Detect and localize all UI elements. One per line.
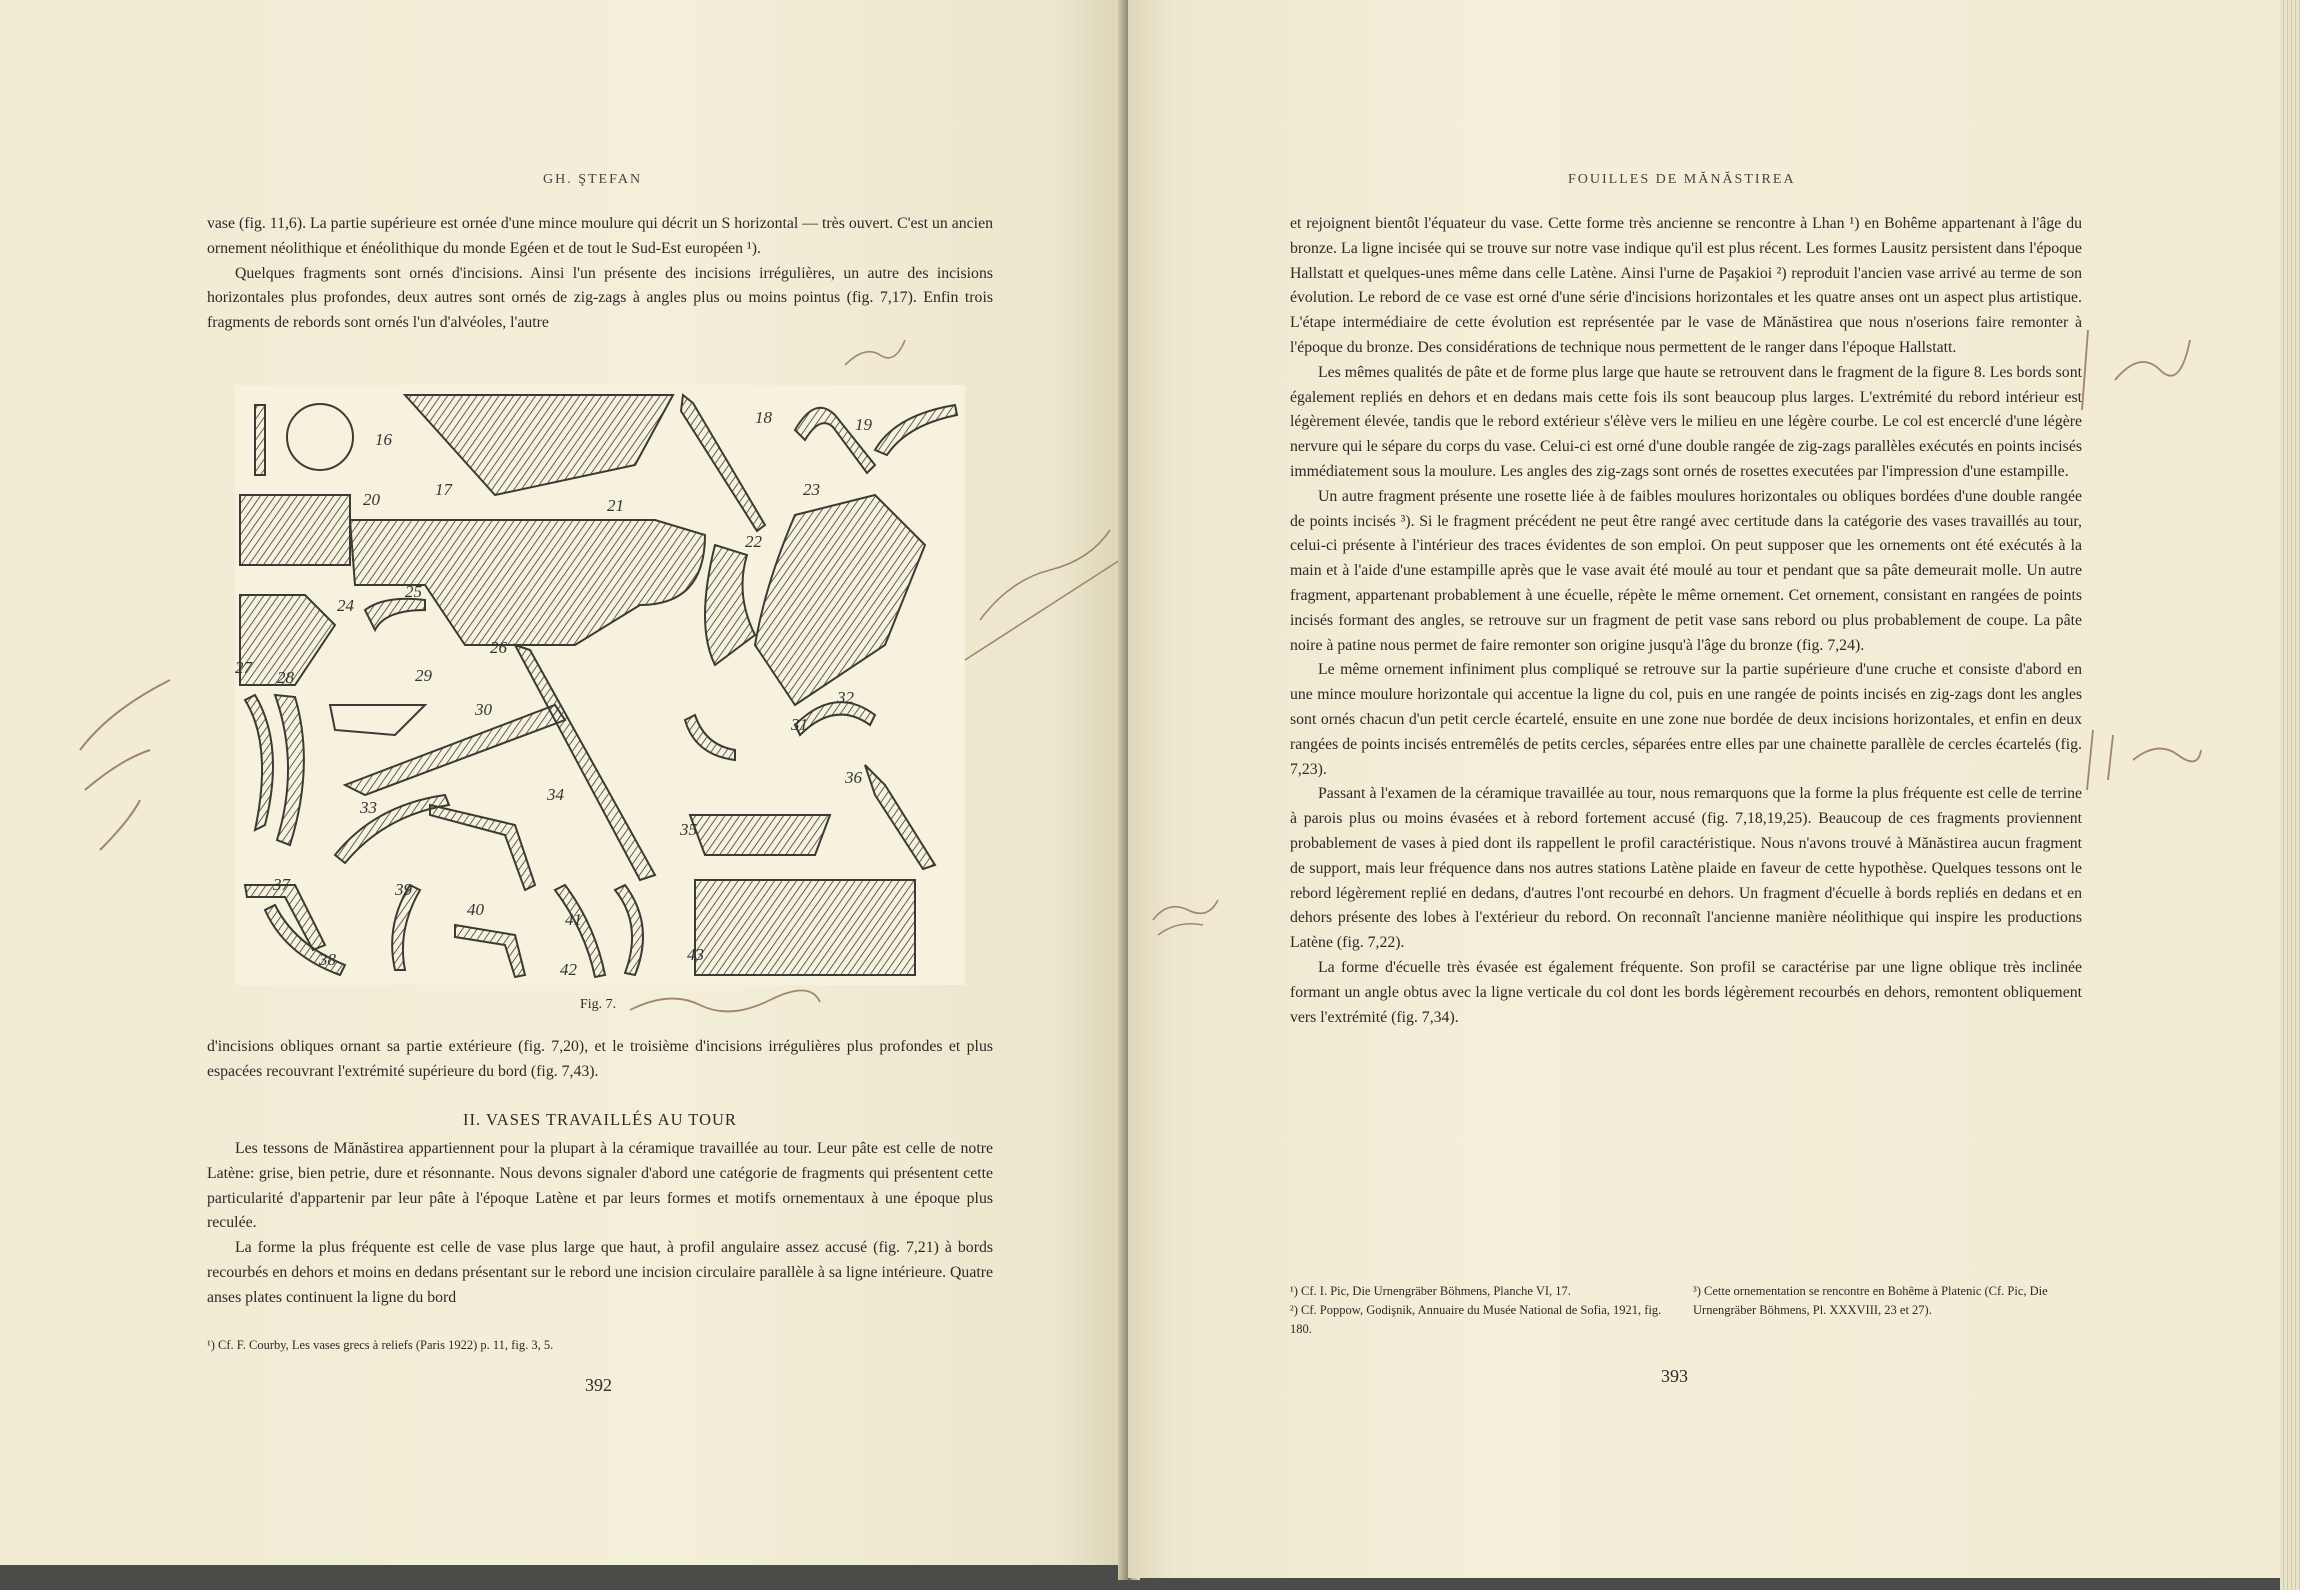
figure-label-29: 29 — [415, 666, 432, 685]
figure-label-38: 38 — [319, 950, 336, 969]
figure-label-21: 21 — [607, 496, 624, 515]
figure-label-34: 34 — [547, 785, 564, 804]
figure-label-20: 20 — [363, 490, 380, 509]
figure-label-27: 27 — [235, 658, 252, 677]
figure-label-31: 31 — [791, 715, 808, 734]
left-page-392 — [0, 0, 1128, 1565]
paragraph: Un autre fragment présente une rosette liée à de faibles moulures horizontales ou obliques bordées d'une double rangée de points incisés ³). Si le fragment précédent ne peut être rangé avec certitude dans la catégorie des vases travaillés au tour, celui-ci présente à l'intérieur des traces évidentes de son emploi. On peut supposer que les ornements ont été exécutés à la main et à l'aide d'une estampille après que le vase avait été moulé au tour et pendant que sa pâte demeurait molle. Un autre fragment, appartenant probablement à une écuelle, répète le même ornement. Cet ornement, consistant en rangées de points incisés formant des angles, se retrouve sur un fragment de petit vase sans rebord ou plus probablement de coupe. La pâte noire à patine nous permet de faire remonter son origine jusqu'à l'âge du bronze (fig. 7,24). — [1290, 487, 2082, 654]
paragraph: Passant à l'examen de la céramique travaillée au tour, nous remarquons que la forme la plus fréquente est celle de terrine à parois plus ou moins évasées et à rebord fortement accusé (fig. 7,18,19,25). Beaucoup de ces fragments proviennent probablement de vases à pied dont ils rappellent le profil caractéristique. Nous n'avons trouvé à Mănăstirea aucun fragment de support, mais leur fréquence dans nos autres stations Latène plaide en faveur de cette hypothèse. Quelques tessons ont le rebord légèrement replié en dedans, d'autres l'ont recourbé en dehors. Un fragment d'écuelle à bords repliés en dedans et en dehors présente des lobes à l'extérieur du rebord. On reconnaît l'ancienne manière néolithique qui inspire les productions Latène (fig. 7,22). — [1290, 785, 2082, 952]
figure-label-23: 23 — [803, 480, 820, 499]
paragraph: Les mêmes qualités de pâte et de forme plus large que haute se retrouvent dans le fragment de la figure 8. Les bords sont également repliés en dehors et en dedans mais cette fois ils sont beaucoup plus larges. L'extrémité du rebord intérieur est légèrement élevée, tandis que le rebord extérieur s'élève vers le milieu en une légère courbe. Le col est encerclé d'une légère nervure qui le sépare du corps du vase. Celui-ci est orné d'une double rangée de zig-zags parallèles exécutés en points incisés immédiatement sous la moulure. Les angles des zig-zags sont ornés de rosettes executées par l'impression d'une estampille. — [1290, 363, 2082, 480]
figure-label-37: 37 — [273, 875, 290, 894]
figure-label-25: 25 — [405, 582, 422, 601]
figure-label-39: 39 — [395, 880, 412, 899]
figure-label-24: 24 — [337, 596, 354, 615]
footnote-3: ³) Cette ornementation se rencontre en Bohême à Platenic (Cf. Pic, Die Urnengräber Böhmens, Pl. XXXVIII, 23 et 27). — [1693, 1284, 2048, 1317]
figure-label-18: 18 — [755, 408, 772, 427]
page-number-393: 393 — [1661, 1366, 1688, 1386]
fragment-20 — [240, 495, 350, 565]
pencil-note-left-margin — [1148, 880, 1288, 940]
right-body-text — [1290, 212, 2082, 1030]
fragment-16-profile — [255, 405, 265, 475]
right-footnotes-col1 — [1290, 1282, 1670, 1339]
figure-label-42: 42 — [560, 960, 577, 979]
figure-label-26: 26 — [490, 638, 507, 657]
left-top-text — [207, 212, 993, 336]
figure-7-pottery-fragments — [235, 385, 965, 985]
figure-label-28: 28 — [277, 668, 294, 687]
paragraph: La forme d'écuelle très évasée est également fréquente. Son profil se caractérise par une ligne oblique très inclinée formant un angle obtus avec la ligne verticale du col dont les bords légèrement recourbés en dehors, remontent obliquement vers l'extrémité (fig. 7,34). — [1290, 958, 2082, 1026]
figure-label-35: 35 — [680, 820, 697, 839]
pencil-margin-notes — [60, 590, 260, 870]
figure-label-36: 36 — [845, 768, 862, 787]
fragment-43 — [695, 880, 915, 975]
footnote-2: ²) Cf. Poppow, Godişnik, Annuaire du Musée National de Sofia, 1921, fig. 180. — [1290, 1303, 1662, 1336]
paragraph: et rejoignent bientôt l'équateur du vase. Cette forme très ancienne se rencontre à Lhan ¹) en Bohême appartenant à l'âge du bronze. La ligne incisée qui se trouve sur notre vase indique qu'il est plus récent. Les formes Lausitz persistent dans l'époque Hallstatt et quelques-unes même dans celle Latène. Ainsi l'urne de Paşakioi ²) reproduit l'ancien vase arrivé au terme de son évolution. Le rebord de ce vase est orné d'une série d'incisions horizontales et les quatre anses ont un aspect plus artistique. L'étape intermédiaire de cette évolution est représentée par le vase de Mănăstirea que nous n'oserions faire remonter à l'époque du bronze. Des considérations de technique nous permettent de le ranger dans l'époque Hallstatt. — [1290, 215, 2082, 356]
figure-label-22: 22 — [745, 532, 762, 551]
section-title: II. VASES TRAVAILLÉS AU TOUR — [463, 1110, 737, 1129]
figure-label-33: 33 — [360, 798, 377, 817]
paragraph: La forme la plus fréquente est celle de vase plus large que haut, à profil angulaire assez accusé (fig. 7,21) à bords recourbés en dehors et moins en dedans présentant sur le rebord une incision circulaire parallèle à sa ligne intérieure. Quatre anses plates continuent la ligne du bord — [207, 1239, 993, 1306]
figure-caption: Fig. 7. — [580, 997, 617, 1012]
pencil-note-top — [840, 330, 910, 380]
figure-label-30: 30 — [475, 700, 492, 719]
figure-label-32: 32 — [837, 688, 854, 707]
pencil-note-right-margin — [960, 510, 1128, 670]
left-middle-text — [207, 1035, 993, 1085]
page-edges — [2280, 0, 2300, 1590]
figure-label-16: 16 — [375, 430, 392, 449]
right-running-header: FOUILLES DE MĂNĂSTIREA — [1568, 172, 1796, 187]
figure-label-17: 17 — [435, 480, 452, 499]
figure-label-19: 19 — [855, 415, 872, 434]
left-running-header: GH. ŞTEFAN — [543, 172, 643, 187]
page-number-392: 392 — [585, 1375, 612, 1395]
fragment-35 — [690, 815, 830, 855]
figure-label-40: 40 — [467, 900, 484, 919]
paragraph: vase (fig. 11,6). La partie supérieure est ornée d'une mince moulure qui décrit un S horizontal — très ouvert. C'est un ancien ornement néolithique et énéolithique du monde Egéen et de tout le Sud-Est européen ¹). — [207, 215, 993, 257]
footnote-1: ¹) Cf. I. Pic, Die Urnengräber Böhmens, Planche VI, 17. — [1290, 1284, 1571, 1298]
figure-label-41: 41 — [565, 910, 582, 929]
paragraph: Quelques fragments sont ornés d'incisions. Ainsi l'un présente des incisions irrégulières, un autre des incisions horizontales plus profondes, deux autres sont ornés de zig-zags à angles plus ou moins pointus (fig. 7,17). Enfin trois fragments de rebords sont ornés l'un d'alvéoles, l'autre — [207, 264, 993, 332]
figure-label-43: 43 — [687, 945, 704, 964]
paragraph: Le même ornement infiniment plus compliqué se retrouve sur la partie supérieure d'une cruche et consiste d'abord en une mince moulure horizontale qui accentue la ligne du col, puis en une rangée de points incisés en zig-zags dont les angles sont ornés chacun d'un petit cercle écartelé, ensuite en une zone nue bordée de deux incisions horizontales, et enfin en deux rangées de points incisés entremêlés de petits cercles, séparées entre elles par une chainette parallèle de cercles écartelés (fig. 7,23). — [1290, 661, 2082, 778]
pencil-mark-bracket-top — [2080, 320, 2200, 420]
paragraph: d'incisions obliques ornant sa partie extérieure (fig. 7,20), et le troisième d'incisions irrégulières plus profondes et plus espacées recouvrant l'extrémité supérieure du bord (fig. 7,43). — [207, 1038, 993, 1080]
right-footnotes-col2 — [1693, 1282, 2082, 1320]
pencil-mark-bracket-mid — [2083, 720, 2203, 800]
right-page-393 — [1128, 0, 2293, 1578]
left-bottom-text — [207, 1137, 993, 1311]
pencil-note-under-caption — [610, 980, 840, 1030]
paragraph: Les tessons de Mănăstirea appartiennent pour la plupart à la céramique travaillée au tour. Leur pâte est celle de notre Latène: grise, bien petrie, dure et résonnante. Nous devons signaler d'abord une catégorie de fragments qui présentent cette particularité d'appartenir par leur pâte à l'époque Latène et par leurs formes et motifs ornementaux à une époque plus reculée. — [207, 1140, 993, 1232]
left-footnote: ¹) Cf. F. Courby, Les vases grecs à reliefs (Paris 1922) p. 11, fig. 3, 5. — [207, 1338, 554, 1352]
